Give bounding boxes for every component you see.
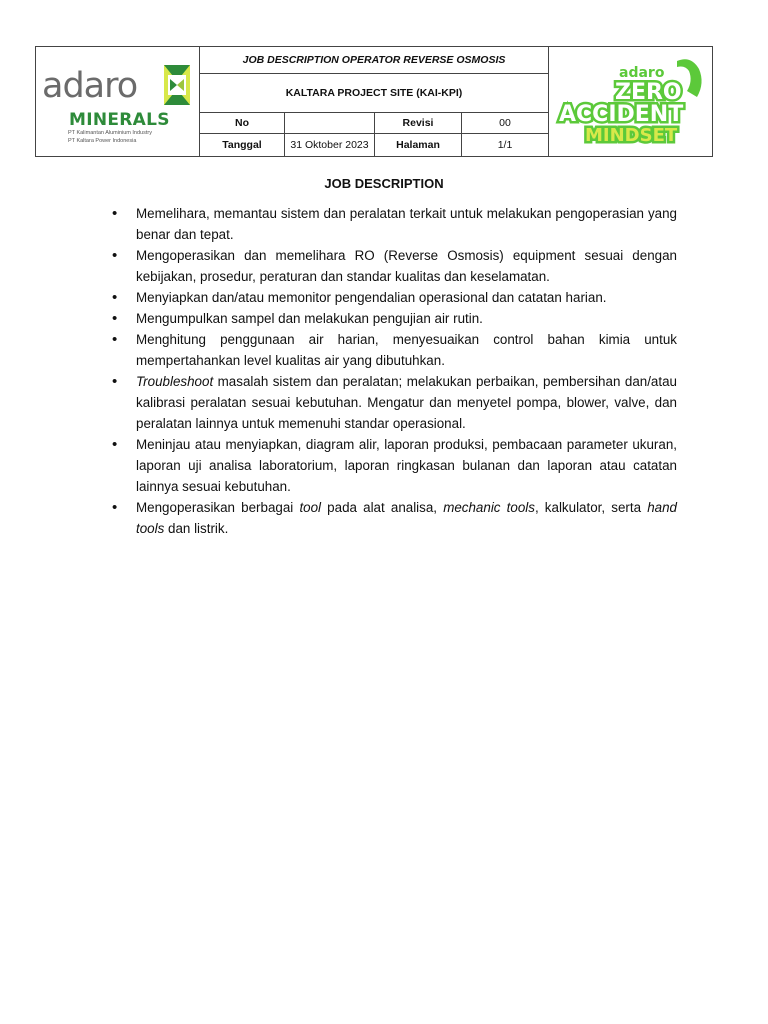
halaman-label: Halaman bbox=[375, 134, 462, 157]
item-italic-term: hand tools bbox=[136, 500, 677, 536]
list-item bbox=[112, 308, 677, 329]
tanggal-value: 31 Oktober 2023 bbox=[285, 134, 375, 157]
campaign-line3: MINDSET bbox=[585, 125, 678, 146]
list-item bbox=[112, 203, 677, 245]
item-text: pada alat analisa, bbox=[321, 500, 444, 515]
item-text: Menghitung penggunaan air harian, menyesuaikan control bahan kimia untuk mempertahankan level kualitas air yang dibutuhkan. bbox=[136, 332, 677, 368]
revisi-value: 00 bbox=[462, 113, 549, 134]
item-text: Mengumpulkan sampel dan melakukan pengujian air rutin. bbox=[136, 311, 483, 326]
item-text: Mengoperasikan berbagai bbox=[136, 500, 300, 515]
item-text: dan listrik. bbox=[164, 521, 229, 536]
no-value bbox=[285, 113, 375, 134]
list-item bbox=[112, 287, 677, 308]
item-text: Memelihara, memantau sistem dan peralatan terkait untuk melakukan pengoperasian yang benar dan tepat. bbox=[136, 206, 677, 242]
campaign-line1: ZERO bbox=[615, 80, 682, 105]
adaro-wordmark: adaro bbox=[42, 66, 138, 106]
zero-accident-mindset-icon bbox=[549, 47, 713, 155]
item-text: Mengoperasikan dan memelihara RO (Reverse Osmosis) equipment sesuai dengan kebijakan, prosedur, peraturan dan standar kualitas dan keselamatan. bbox=[136, 248, 677, 284]
campaign-line2: ACCIDENT bbox=[559, 102, 684, 127]
item-italic-term: tool bbox=[299, 500, 322, 515]
zero-accident-logo bbox=[549, 47, 713, 157]
job-description-list bbox=[112, 203, 677, 539]
campaign-brand: adaro bbox=[619, 65, 665, 81]
item-text: , kalkulator, serta bbox=[534, 500, 648, 515]
document-header bbox=[35, 46, 713, 157]
item-text: masalah sistem dan peralatan; melakukan perbaikan, pembersihan dan/atau kalibrasi peralatan sesuai kebutuhan. Mengatur dan menyetel pompa, blower, valve, dan peralatan lainnya untuk memenuhi standar operasional. bbox=[136, 374, 677, 431]
list-item bbox=[112, 371, 677, 434]
doc-subtitle: JOB DESCRIPTION OPERATOR REVERSE OSMOSIS bbox=[200, 47, 549, 74]
minerals-wordmark: MINERALS bbox=[69, 110, 170, 130]
list-item bbox=[112, 497, 677, 539]
subsidiary-kpi: PT Kaltara Power Indonesia bbox=[68, 138, 137, 144]
revisi-label: Revisi bbox=[375, 113, 462, 134]
item-text: Menyiapkan dan/atau memonitor pengendalian operasional dan catatan harian. bbox=[136, 290, 607, 305]
halaman-value: 1/1 bbox=[462, 134, 549, 157]
page-title: JOB DESCRIPTION bbox=[324, 176, 444, 191]
item-italic-term: Troubleshoot bbox=[136, 374, 214, 389]
no-label: No bbox=[200, 113, 285, 134]
item-text: Meninjau atau menyiapkan, diagram alir, laporan produksi, pembacaan parameter ukuran, laporan uji analisa laboratorium, laporan ringkasan bulanan dan laporan atau catatan lainnya sesuai kebutuhan. bbox=[136, 437, 677, 494]
list-item bbox=[112, 434, 677, 497]
adaro-mark-icon bbox=[160, 59, 196, 111]
site-title: KALTARA PROJECT SITE (KAI-KPI) bbox=[200, 74, 549, 113]
item-italic-term: mechanic tools bbox=[443, 500, 535, 515]
adaro-minerals-logo bbox=[36, 47, 200, 157]
list-item bbox=[112, 245, 677, 287]
tanggal-label: Tanggal bbox=[200, 134, 285, 157]
subsidiary-kai: PT Kalimantan Aluminium Industry bbox=[68, 130, 152, 136]
list-item bbox=[112, 329, 677, 371]
